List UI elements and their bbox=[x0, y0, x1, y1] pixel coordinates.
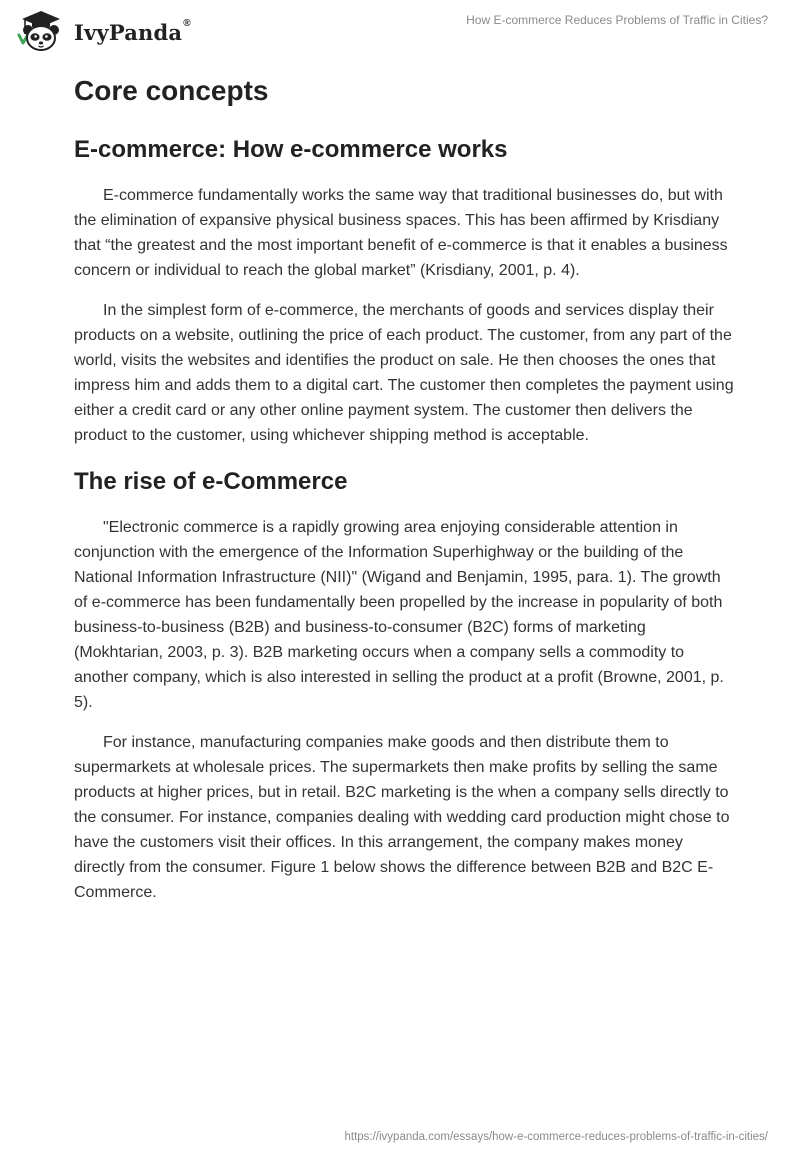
paragraph: "Electronic commerce is a rapidly growing area enjoying considerable attention in conjunction with the emergence of the Information Superhighway or the building of the National Information Infrastructure (NII)" (Wigand and Benjamin, 1995, para. 1). The growth of e-commerce has been fundamentally been propelled by the increase in popularity of both business-to-business (B2B) and business-to-consumer (B2C) forms of marketing (Mokhtarian, 2003, p. 3). B2B marketing occurs when a company sells a commodity to another company, which is also interested in selling the product at a profit (Browne, 2001, p. 5). bbox=[74, 519, 724, 711]
paragraph: In the simplest form of e-commerce, the merchants of goods and services display their products on a website, outlining the price of each product. The customer, from any part of the world, visits the websites and identifies the product on sale. He then chooses the ones that impress him and adds them to a digital cart. The customer then completes the payment using either a credit card or any other online payment system. The customer then delivers the product to the customer, using whichever shipping method is acceptable. bbox=[74, 302, 734, 444]
source-url[interactable]: https://ivypanda.com/essays/how-e-commerce-reduces-problems-of-traffic-in-cities/ bbox=[344, 1131, 768, 1143]
paragraph: For instance, manufacturing companies make goods and then distribute them to supermarkets at wholesale prices. The supermarkets then make profits by selling the same products at higher prices, but in retail. B2C marketing is the when a company sells directly to the consumer. For instance, companies dealing with wedding card production might chose to have the customers visit their offices. In this arrangement, the company makes money directly from the consumer. Figure 1 below shows the difference between B2B and B2C E-Commerce. bbox=[74, 734, 730, 901]
article-body bbox=[74, 72, 734, 905]
paragraph: E-commerce fundamentally works the same way that traditional businesses do, but with the elimination of expansive physical business spaces. This has been affirmed by Krisdiany that “the greatest and the most important benefit of e-commerce is that it enables a business concern or individual to reach the global market” (Krisdiany, 2001, p. 4). bbox=[74, 187, 728, 279]
subheading-how-ecommerce-works: E-commerce: How e-commerce works bbox=[74, 136, 508, 163]
panda-mascot-icon bbox=[14, 8, 68, 54]
subheading-rise-of-ecommerce: The rise of e-Commerce bbox=[74, 468, 348, 495]
document-title: How E-commerce Reduces Problems of Traffic in Cities? bbox=[466, 13, 768, 27]
section-heading-core-concepts: Core concepts bbox=[74, 75, 269, 106]
ivypanda-logo[interactable] bbox=[14, 8, 191, 54]
brand-name: IvyPanda® bbox=[74, 17, 191, 45]
page-header bbox=[0, 0, 800, 60]
registered-mark: ® bbox=[183, 17, 191, 29]
